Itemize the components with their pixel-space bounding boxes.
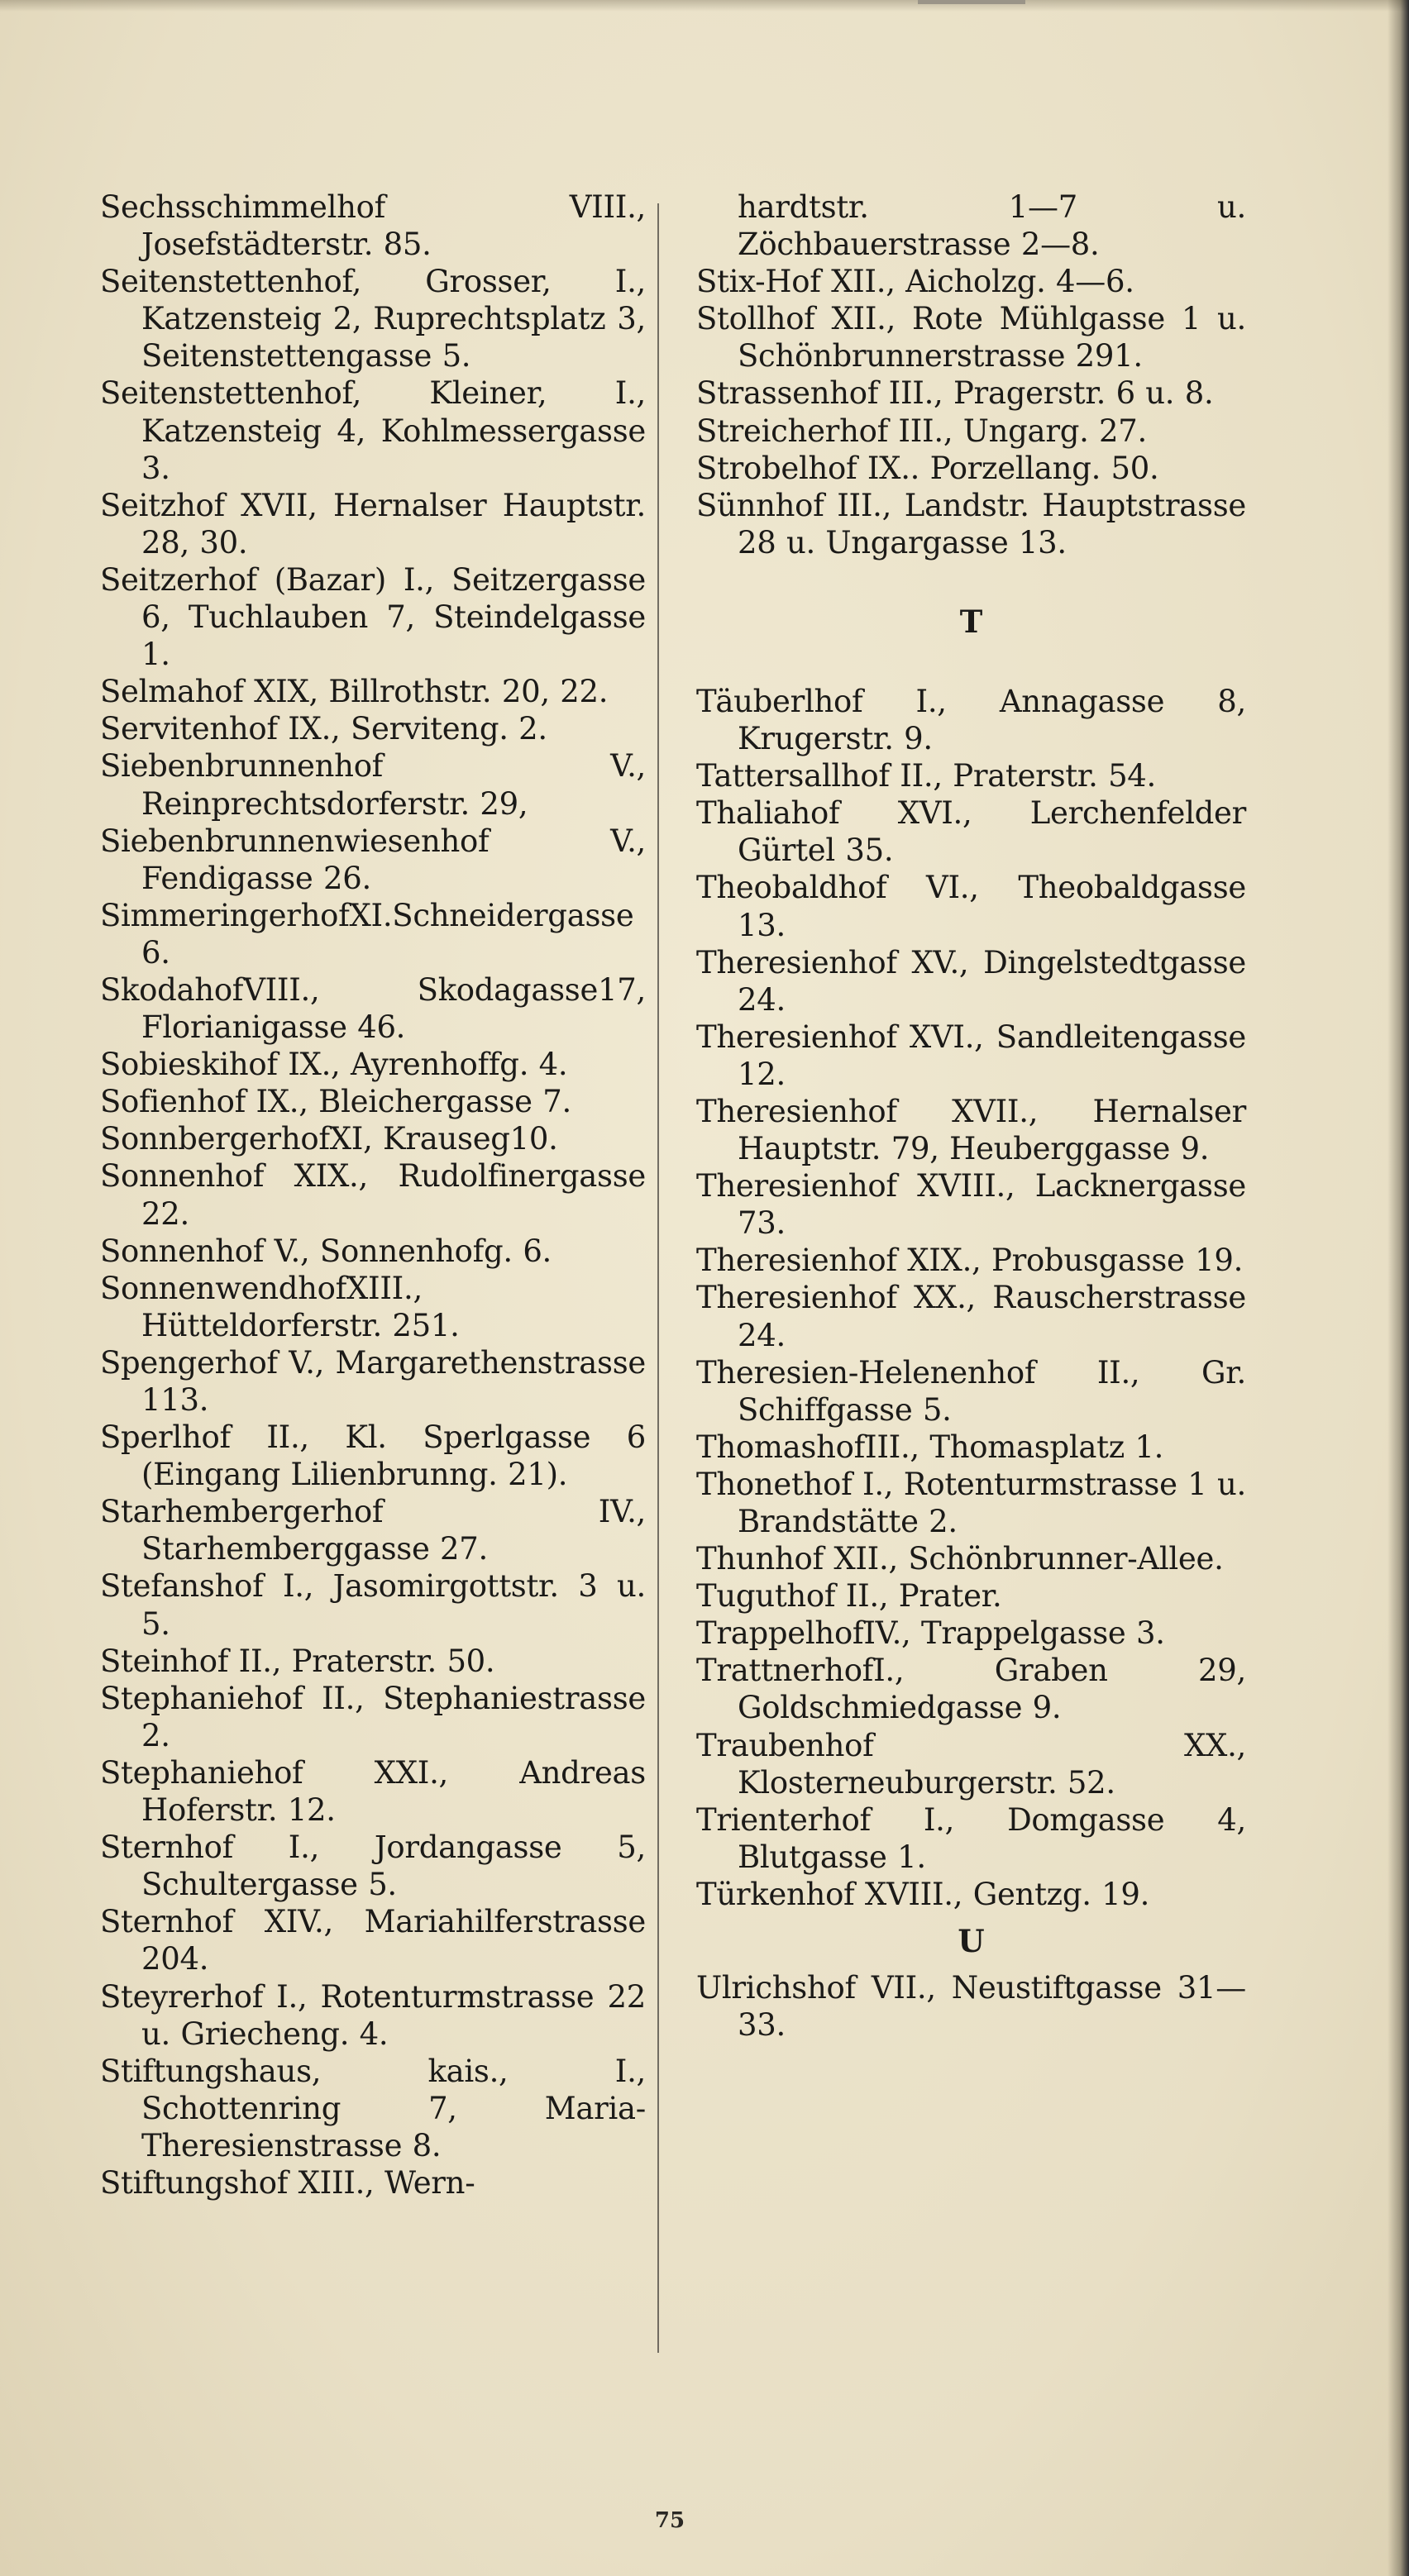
directory-entry: hardtstr. 1—7 u. Zöchbauerstrasse 2—8. — [738, 189, 1246, 263]
right-column — [696, 188, 1246, 2044]
directory-entry: Tuguthof II., Prater. — [696, 1578, 1002, 1615]
directory-entry: Stollhof XII., Rote Mühlgasse 1 u. Schönbrunnerstrasse 291. — [696, 301, 1246, 374]
directory-entry: SkodahofVIII., Skodagasse17, Florianigasse 46. — [100, 971, 646, 1046]
directory-entry: Tattersallhof II., Praterstr. 54. — [696, 758, 1157, 794]
top-edge-mark — [918, 0, 1025, 4]
directory-entry: Siebenbrunnenhof V., Reinprechtsdorferstr. 29, — [100, 748, 646, 822]
page-top-shadow — [0, 0, 1409, 12]
directory-entry: Thonethof I., Rotenturmstrasse 1 u. Brandstätte 2. — [696, 1466, 1246, 1539]
directory-entry: Ulrichshof VII., Neustiftgasse 31—33. — [696, 1970, 1246, 2044]
directory-entry: Steyrerhof I., Rotenturmstrasse 22 u. Griecheng. 4. — [100, 1978, 646, 2052]
directory-entry: Seitenstettenhof, Grosser, I., Katzensteig 2, Ruprechtsplatz 3, Seitenstettengasse 5. — [100, 264, 646, 374]
right-column-t-entries — [696, 683, 1246, 1913]
directory-entry: Theobaldhof VI., Theobaldgasse 13. — [696, 870, 1246, 943]
directory-entry: Theresien-Helenenhof II., Gr. Schiffgasse 5. — [696, 1354, 1246, 1428]
directory-entry: Theresienhof XV., Dingelstedtgasse 24. — [696, 944, 1246, 1018]
directory-entry: Theresienhof XVIII., Lacknergasse 73. — [696, 1168, 1246, 1242]
directory-entry: Spengerhof V., Margarethenstrasse 113. — [100, 1344, 646, 1418]
directory-entry: Theresienhof XVII., Hernalser Hauptstr. 79, Heuberggasse 9. — [696, 1093, 1246, 1167]
directory-entry: Seitzhof XVII, Hernalser Hauptstr. 28, 30. — [100, 487, 646, 561]
directory-entry: Theresienhof XX., Rauscherstrasse 24. — [696, 1280, 1246, 1353]
directory-entry: Sobieskihof IX., Ayrenhoffg. 4. — [100, 1047, 568, 1083]
directory-entry: Thunhof XII., Schönbrunner-Allee. — [696, 1541, 1224, 1577]
directory-entry: Theresienhof XVI., Sandleitengasse 12. — [696, 1018, 1246, 1092]
directory-entry: Steinhof II., Praterstr. 50. — [100, 1643, 495, 1679]
directory-entry: Türkenhof XVIII., Gentzg. 19. — [696, 1876, 1150, 1912]
column-divider — [657, 203, 659, 2353]
directory-entry: Streicherhof III., Ungarg. 27. — [696, 413, 1147, 449]
directory-entry: Strobelhof IX.. Porzellang. 50. — [696, 450, 1159, 486]
directory-entry: Stephaniehof XXI., Andreas Hoferstr. 12. — [100, 1754, 646, 1829]
directory-entry: Sechsschimmelhof VIII., Josefstädterstr. 85. — [100, 189, 646, 263]
directory-entry: TrattnerhofI., Graben 29, Goldschmiedgasse 9. — [696, 1653, 1246, 1726]
right-column-u-entries — [696, 1969, 1246, 2044]
directory-entry: Theresienhof XIX., Probusgasse 19. — [696, 1243, 1244, 1279]
directory-entry: Starhembergerhof IV., Starhemberggasse 27. — [100, 1494, 646, 1567]
directory-entry: Seitenstettenhof, Kleiner, I., Katzensteig 4, Kohlmessergasse 3. — [100, 375, 646, 486]
directory-entry: Sperlhof II., Kl. Sperlgasse 6 (Eingang Lilienbrunng. 21). — [100, 1419, 646, 1493]
directory-entry: Sternhof I., Jordangasse 5, Schultergasse 5. — [100, 1829, 646, 1903]
directory-entry: Selmahof XIX, Billrothstr. 20, 22. — [100, 674, 609, 710]
directory-entry: Stefanshof I., Jasomirgottstr. 3 u. 5. — [100, 1568, 646, 1642]
page-number: 75 — [654, 2508, 685, 2533]
directory-entry: Seitzerhof (Bazar) I., Seitzergasse 6, Tuchlauben 7, Steindelgasse 1. — [100, 561, 646, 673]
directory-entry: SimmeringerhofXI.Schneidergasse 6. — [100, 897, 634, 971]
directory-entry: Sternhof XIV., Mariahilferstrasse 204. — [100, 1904, 646, 1977]
section-heading-u: U — [958, 1923, 985, 1960]
directory-entry: Sünnhof III., Landstr. Hauptstrasse 28 u. Ungargasse 13. — [696, 487, 1246, 561]
directory-entry: SonnbergerhofXI, Krauseg10. — [100, 1121, 558, 1157]
directory-entry: ThomashofIII., Thomasplatz 1. — [696, 1429, 1164, 1465]
directory-entry: Sonnenhof XIX., Rudolfinergasse 22. — [100, 1158, 646, 1232]
directory-entry: Stix-Hof XII., Aicholzg. 4—6. — [696, 264, 1134, 300]
directory-entry: Sonnenhof V., Sonnenhofg. 6. — [100, 1233, 552, 1269]
page-right-edge — [1388, 0, 1409, 2576]
directory-entry: SonnenwendhofXIII., Hütteldorferstr. 251. — [100, 1270, 460, 1343]
directory-entry: Stiftungshaus, kais., I., Schottenring 7, Maria-Theresienstrasse 8. — [100, 2053, 646, 2163]
directory-entry: Trienterhof I., Domgasse 4, Blutgasse 1. — [696, 1801, 1246, 1875]
right-column-s-entries — [696, 188, 1246, 561]
directory-entry: Täuberlhof I., Annagasse 8, Krugerstr. 9. — [696, 683, 1246, 757]
directory-entry: Sofienhof IX., Bleichergasse 7. — [100, 1084, 571, 1120]
directory-entry: Servitenhof IX., Serviteng. 2. — [100, 711, 547, 747]
section-heading-t: T — [959, 603, 983, 640]
directory-entry: TrappelhofIV., Trappelgasse 3. — [696, 1615, 1165, 1652]
directory-entry: Stephaniehof II., Stephaniestrasse 2. — [100, 1680, 646, 1753]
directory-entry: Traubenhof XX., Klosterneuburgerstr. 52. — [696, 1727, 1246, 1801]
directory-entry: Strassenhof III., Pragerstr. 6 u. 8. — [696, 375, 1214, 412]
left-column — [100, 188, 646, 2202]
directory-entry: Thaliahof XVI., Lerchenfelder Gürtel 35. — [696, 795, 1246, 869]
directory-entry: Siebenbrunnenwiesenhof V., Fendigasse 26. — [100, 823, 646, 896]
directory-entry: Stiftungshof XIII., Wern- — [100, 2164, 475, 2201]
